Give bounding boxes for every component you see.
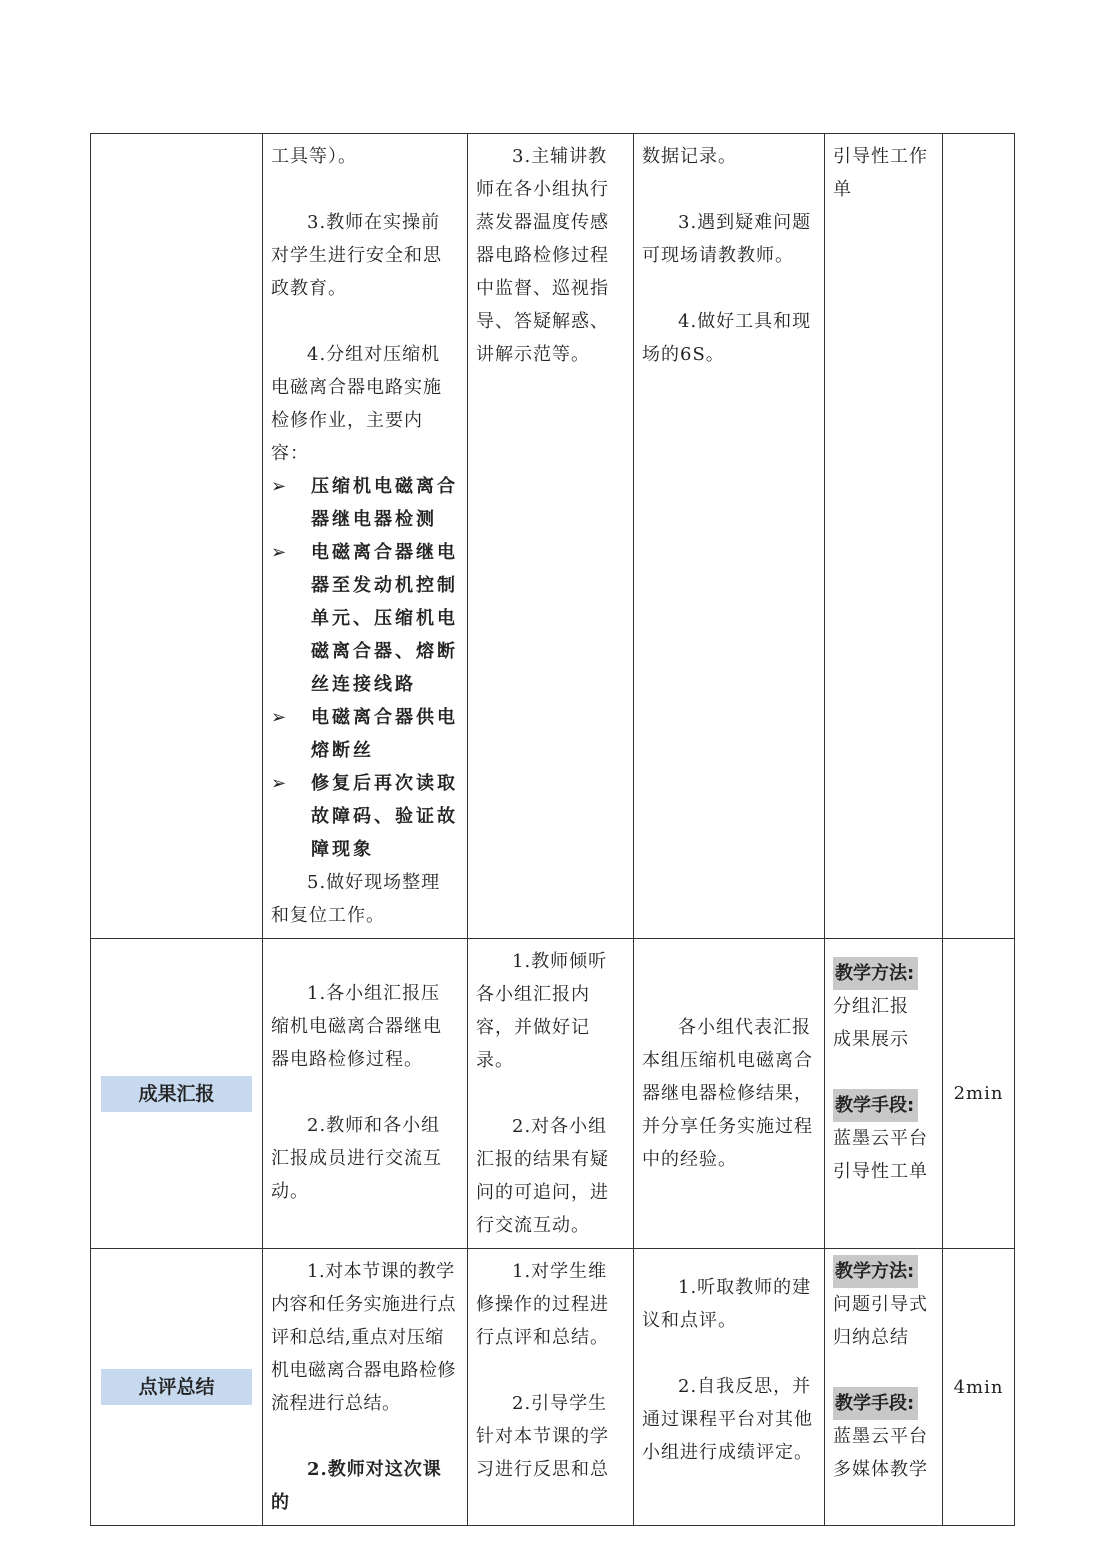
means-heading: 教学手段: xyxy=(833,1387,918,1420)
content-text: 2.教师对这次课的 xyxy=(271,1459,442,1513)
list-item: ➢ 修复后再次读取故障码、验证故障现象 xyxy=(271,767,459,866)
content-cell xyxy=(263,939,468,1249)
stage-cell xyxy=(91,1249,263,1526)
student-activity-cell xyxy=(634,1249,825,1526)
student-activity-cell xyxy=(634,134,825,939)
means-text: 蓝墨云平台 xyxy=(833,1426,928,1447)
content-text: 1.对本节课的教学内容和任务实施进行点评和总结,重点对压缩机电磁离合器电路检修流程进行总结。 xyxy=(271,1261,456,1414)
means-heading: 教学手段: xyxy=(833,1089,918,1122)
list-item: ➢ 压缩机电磁离合器继电器检测 xyxy=(271,470,459,536)
content-text: 5.做好现场整理和复位工作。 xyxy=(271,872,441,926)
time-cell xyxy=(943,134,1015,939)
student-text: 2.自我反思，并通过课程平台对其他小组进行成绩评定。 xyxy=(642,1376,813,1463)
means-text: 引导性工单 xyxy=(833,1161,928,1182)
method-text: 归纳总结 xyxy=(833,1327,909,1348)
means-text: 多媒体教学 xyxy=(833,1459,928,1480)
content-text: 4.分组对压缩机电磁离合器电路实施检修作业，主要内容： xyxy=(271,344,442,464)
student-text: 数据记录。 xyxy=(642,146,737,167)
method-heading: 教学方法: xyxy=(833,957,918,990)
method-text: 引导性工作单 xyxy=(833,146,928,200)
teacher-text: 1.教师倾听各小组汇报内容，并做好记录。 xyxy=(476,951,608,1071)
content-cell xyxy=(263,1249,468,1526)
time-cell: 2min xyxy=(943,939,1015,1249)
content-text: 工具等）。 xyxy=(271,146,357,167)
content-text: 1.各小组汇报压缩机电磁离合器继电器电路检修过程。 xyxy=(271,983,442,1070)
arrow-bullet-icon: ➢ xyxy=(271,707,290,728)
content-cell xyxy=(263,134,468,939)
method-heading: 教学方法: xyxy=(833,1255,918,1288)
teacher-activity-cell xyxy=(468,939,634,1249)
teacher-text: 2.引导学生针对本节课的学习进行反思和总 xyxy=(476,1393,609,1480)
teacher-text: 2.对各小组汇报的结果有疑问的可追问，进行交流互动。 xyxy=(476,1116,609,1236)
task-bullet-list xyxy=(271,470,459,866)
teacher-activity-cell xyxy=(468,1249,634,1526)
time-cell: 4min xyxy=(943,1249,1015,1526)
student-text: 3.遇到疑难问题可现场请教教师。 xyxy=(642,212,812,266)
student-text: 4.做好工具和现场的6S。 xyxy=(642,311,812,365)
stage-cell xyxy=(91,134,263,939)
method-text: 成果展示 xyxy=(833,1029,909,1050)
stage-cell xyxy=(91,939,263,1249)
stage-label: 成果汇报 xyxy=(101,1076,252,1112)
list-item: ➢ 电磁离合器继电器至发动机控制单元、压缩机电磁离合器、熔断丝连接线路 xyxy=(271,536,459,701)
method-cell xyxy=(825,1249,943,1526)
table-row xyxy=(91,1249,1015,1526)
arrow-bullet-icon: ➢ xyxy=(271,542,290,563)
table-row xyxy=(91,939,1015,1249)
stage-label: 点评总结 xyxy=(101,1369,252,1405)
student-activity-cell xyxy=(634,939,825,1249)
lesson-plan-table xyxy=(90,133,1015,1526)
content-text: 2.教师和各小组汇报成员进行交流互动。 xyxy=(271,1115,442,1202)
arrow-bullet-icon: ➢ xyxy=(271,476,290,497)
method-cell xyxy=(825,939,943,1249)
arrow-bullet-icon: ➢ xyxy=(271,773,290,794)
method-cell xyxy=(825,134,943,939)
student-text: 各小组代表汇报本组压缩机电磁离合器继电器检修结果，并分享任务实施过程中的经验。 xyxy=(642,1017,813,1170)
student-text: 1.听取教师的建议和点评。 xyxy=(642,1277,812,1331)
method-text: 问题引导式 xyxy=(833,1294,928,1315)
list-item: ➢ 电磁离合器供电熔断丝 xyxy=(271,701,459,767)
teacher-text: 1.对学生维修操作的过程进行点评和总结。 xyxy=(476,1261,609,1348)
content-text: 3.教师在实操前对学生进行安全和思政教育。 xyxy=(271,212,442,299)
table-row xyxy=(91,134,1015,939)
teacher-text: 3.主辅讲教师在各小组执行蒸发器温度传感器电路检修过程中监督、巡视指导、答疑解惑、讲解示范等。 xyxy=(476,146,609,365)
teacher-activity-cell xyxy=(468,134,634,939)
method-text: 分组汇报 xyxy=(833,996,909,1017)
means-text: 蓝墨云平台 xyxy=(833,1128,928,1149)
